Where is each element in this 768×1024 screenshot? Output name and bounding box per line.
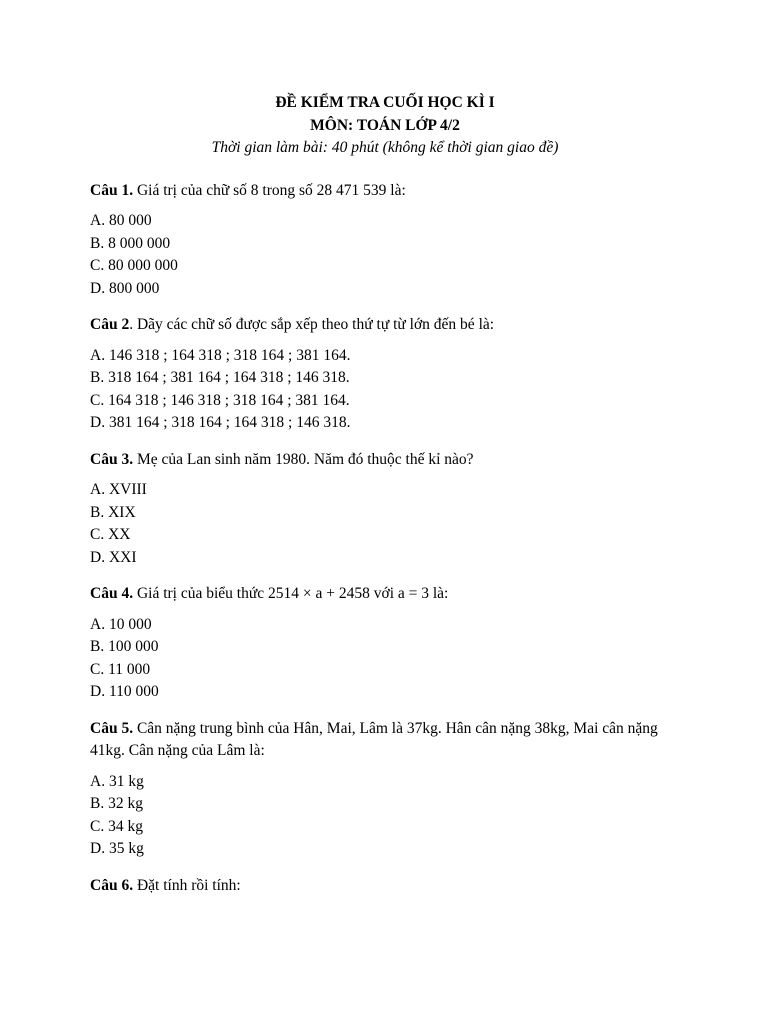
question-1-prompt: Giá trị của chữ số 8 trong số 28 471 539 là: xyxy=(133,181,406,199)
question-1 xyxy=(90,180,680,301)
question-4-option-c: C. 11 000 xyxy=(90,660,151,678)
question-4-text xyxy=(90,583,680,606)
question-6-label: Câu 6. xyxy=(90,876,134,894)
question-4-option-d: D. 110 000 xyxy=(90,683,159,700)
question-4-prompt: Giá trị của biểu thức 2514 × a + 2458 với a = 3 là: xyxy=(133,585,449,602)
question-4-label: Câu 4. xyxy=(90,585,134,602)
question-5-option-a: A. 31 kg xyxy=(90,772,144,790)
exam-time-note: Thời gian làm bài: 40 phút (không kể thời gian giao đề) xyxy=(211,139,559,156)
exam-header xyxy=(90,92,680,160)
question-3 xyxy=(90,449,680,570)
question-5-option-b: B. 32 kg xyxy=(90,795,143,812)
question-2-option-d: D. 381 164 ; 318 164 ; 164 318 ; 146 318. xyxy=(90,414,351,431)
question-5-option-c: C. 34 kg xyxy=(90,817,143,835)
question-4-option-a: A. 10 000 xyxy=(90,615,152,633)
question-1-option-d: D. 800 000 xyxy=(90,279,160,297)
question-1-label: Câu 1. xyxy=(90,181,134,199)
question-2-option-c: C. 164 318 ; 146 318 ; 318 164 ; 381 164. xyxy=(90,391,350,409)
question-2 xyxy=(90,314,680,435)
question-6-text xyxy=(90,875,680,898)
question-3-option-a: A. XVIII xyxy=(90,481,147,498)
question-6-prompt: Đặt tính rồi tính: xyxy=(133,876,241,894)
question-2-option-a: A. 146 318 ; 164 318 ; 318 164 ; 381 164. xyxy=(90,346,351,364)
question-3-option-c: C. XX xyxy=(90,526,131,543)
question-3-option-d: D. XXI xyxy=(90,548,137,566)
question-1-text xyxy=(90,180,680,203)
question-5-prompt: Cân nặng trung bình của Hân, Mai, Lâm là 37kg. Hân cân nặng 38kg, Mai cân nặng 41kg. Cân nặng của Lâm là: xyxy=(90,719,658,759)
exam-subject: MÔN: TOÁN LỚP 4/2 xyxy=(310,116,460,134)
exam-title: ĐỀ KIỂM TRA CUỐI HỌC KÌ I xyxy=(275,94,495,111)
exam-page xyxy=(90,92,680,911)
question-5-text xyxy=(90,718,680,763)
question-2-option-b: B. 318 164 ; 381 164 ; 164 318 ; 146 318. xyxy=(90,369,350,386)
question-4 xyxy=(90,583,680,704)
question-5 xyxy=(90,718,680,861)
question-2-prompt: . Dãy các chữ số được sắp xếp theo thứ tự từ lớn đến bé là: xyxy=(129,316,495,333)
question-5-option-d: D. 35 kg xyxy=(90,840,144,857)
question-3-label: Câu 3. xyxy=(90,450,134,468)
question-2-text xyxy=(90,314,680,337)
question-6 xyxy=(90,875,680,898)
question-3-option-b: B. XIX xyxy=(90,503,136,521)
question-2-label: Câu 2 xyxy=(90,316,130,333)
question-4-option-b: B. 100 000 xyxy=(90,638,159,655)
question-3-text xyxy=(90,449,680,472)
question-1-option-a: A. 80 000 xyxy=(90,212,152,229)
question-1-option-c: C. 80 000 000 xyxy=(90,257,178,274)
question-5-label: Câu 5. xyxy=(90,719,134,737)
question-3-prompt: Mẹ của Lan sinh năm 1980. Năm đó thuộc thế kỉ nào? xyxy=(133,450,474,468)
question-1-option-b: B. 8 000 000 xyxy=(90,234,171,252)
